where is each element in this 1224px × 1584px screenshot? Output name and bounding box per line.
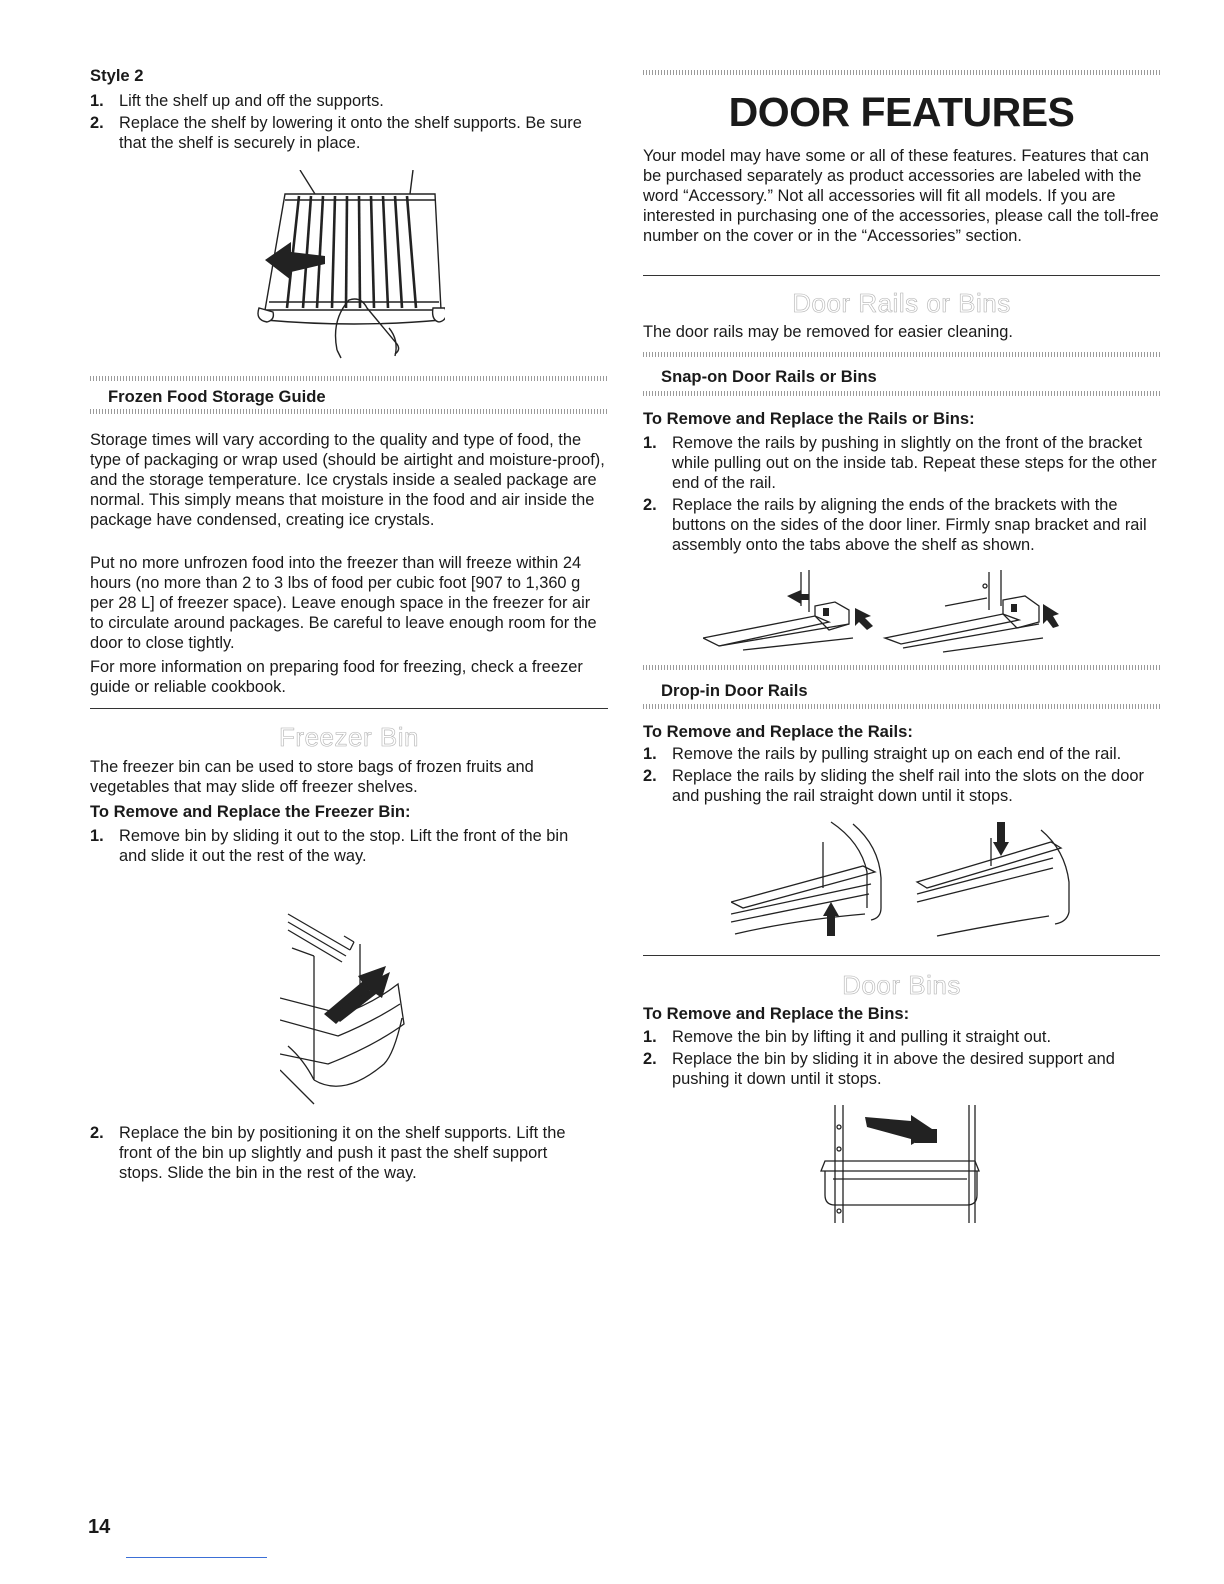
style2-steps (90, 91, 595, 155)
section-divider (643, 352, 1160, 357)
section-divider (643, 391, 1160, 396)
page-number: 14 (88, 1516, 111, 1538)
list-item: 1. Remove the rails by pushing in slightly on the front of the bracket while pulling out on the inside tab. Repeat these steps for the other end of the rail. (643, 434, 1157, 492)
wire-shelf-illustration (255, 170, 445, 360)
section-divider (90, 409, 608, 414)
section-divider (90, 376, 608, 381)
snap-on-rails-illustration (703, 568, 1103, 656)
door-bins-heading: Door Bins (842, 970, 961, 1000)
drop-in-steps (643, 744, 1160, 808)
freezer-bin-heading: Freezer Bin (279, 722, 419, 752)
door-rails-heading: Door Rails or Bins (792, 288, 1011, 318)
door-features-intro: Your model may have some or all of these features. Features that can be purchased separately as product accessories are labeled with the word “Accessory.” Not all accessories will fit all models. If you are interested in purchasing one of the accessories, please call the toll-free number on the cover or in the “Accessories” section. (643, 147, 1159, 245)
freezer-bin-subheading: To Remove and Replace the Freezer Bin: (90, 802, 411, 821)
door-bin-illustration (815, 1105, 985, 1223)
section-rule (90, 708, 608, 709)
section-rule (643, 275, 1160, 276)
style2-heading: Style 2 (90, 66, 144, 85)
section-divider (643, 704, 1160, 709)
door-rails-intro: The door rails may be removed for easier cleaning. (643, 323, 1013, 341)
freezer-bin-intro: The freezer bin can be used to store bags of frozen fruits and vegetables that may slide off freezer shelves. (90, 758, 534, 796)
page-title: DOOR FEATURES (728, 89, 1075, 135)
snap-on-steps (643, 433, 1160, 557)
drop-in-rails-illustration (731, 818, 1071, 946)
frozen-guide-paragraph: Put no more unfrozen food into the freezer than will freeze within 24 hours (no more than 2 to 3 lbs of food per cubic foot [907 to 1,360 g per 28 L] of freezer space). Leave enough space in the freezer for air to circulate around packages. Be careful to leave enough room for the door to close tightly. (90, 554, 597, 652)
snap-on-heading: Snap-on Door Rails or Bins (661, 367, 877, 386)
drop-in-heading: Drop-in Door Rails (661, 681, 808, 700)
door-bins-subheading: To Remove and Replace the Bins: (643, 1004, 910, 1023)
footer-link-underline (126, 1557, 267, 1558)
list-item: 1. Remove the rails by pulling straight up on each end of the rail. (643, 745, 1122, 763)
list-item: 2. Replace the bin by sliding it in above the desired support and pushing it down until it stops. (643, 1050, 1115, 1088)
frozen-guide-heading: Frozen Food Storage Guide (108, 387, 326, 406)
list-item: 2. Replace the shelf by lowering it onto the shelf supports. Be sure that the shelf is securely in place. (90, 114, 582, 152)
list-item: 2. Replace the rails by sliding the shelf rail into the slots on the door and pushing the rail straight down until it stops. (643, 767, 1144, 805)
list-item: 1. Remove the bin by lifting it and pulling it straight out. (643, 1028, 1052, 1046)
freezer-bin-steps (90, 826, 595, 868)
drop-in-subheading: To Remove and Replace the Rails: (643, 722, 913, 741)
list-item: 1. Lift the shelf up and off the supports. (90, 92, 384, 110)
frozen-guide-paragraph: For more information on preparing food for freezing, check a freezer guide or reliable cookbook. (90, 658, 583, 696)
section-divider (643, 665, 1160, 670)
list-item: 2. Replace the rails by aligning the ends of the brackets with the buttons on the sides of the door liner. Firmly snap bracket and rail assembly onto the tabs above the shelf as shown. (643, 496, 1147, 554)
list-item: 1. Remove bin by sliding it out to the stop. Lift the front of the bin and slide it out the rest of the way. (90, 827, 569, 865)
frozen-guide-paragraph: Storage times will vary according to the quality and type of food, the type of packaging or wrap used (should be airtight and moisture-proof), and the storage temperature. Ice crystals inside a sealed package are normal. This simply means that moisture in the food and air inside the package have condensed, creating ice crystals. (90, 431, 605, 529)
section-divider (643, 70, 1160, 75)
snap-on-subheading: To Remove and Replace the Rails or Bins: (643, 409, 975, 428)
list-item: 2. Replace the bin by positioning it on the shelf supports. Lift the front of the bin up slightly and push it past the shelf support stops. Slide the bin in the rest of the way. (90, 1124, 566, 1182)
freezer-bin-illustration (280, 910, 410, 1110)
freezer-bin-steps-2 (90, 1123, 595, 1185)
section-rule (643, 955, 1160, 956)
door-bins-steps (643, 1027, 1160, 1091)
